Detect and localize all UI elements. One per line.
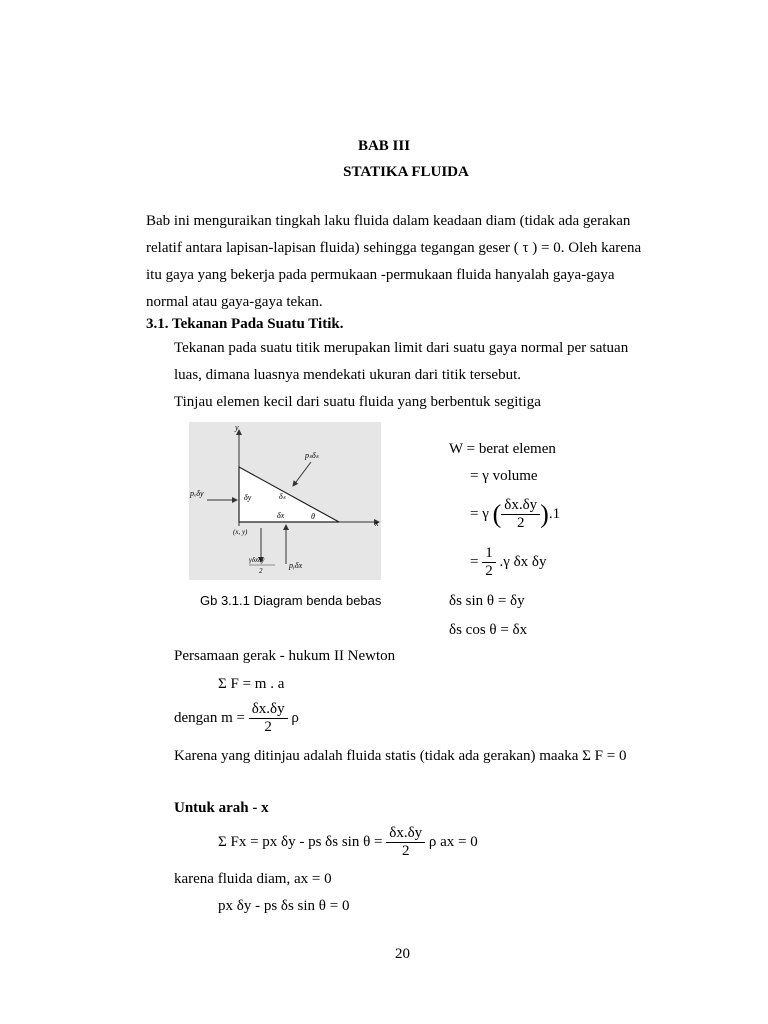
label-dy: δy bbox=[244, 493, 252, 502]
label-ps: pₛδₛ bbox=[305, 451, 319, 460]
label-ds: δₛ bbox=[279, 492, 286, 501]
cos-relation: δs cos θ = δx bbox=[449, 622, 528, 638]
weight-gamma-volume: = γ volume bbox=[470, 468, 538, 484]
ps-arrow bbox=[293, 462, 311, 486]
section-heading: 3.1. Tekanan Pada Suatu Titik. bbox=[146, 316, 344, 332]
page-number: 20 bbox=[395, 946, 410, 962]
chapter-title: STATIKA FLUIDA bbox=[343, 164, 469, 180]
label-y-axis: y bbox=[235, 423, 239, 432]
weight-definition: W = berat elemen bbox=[449, 441, 556, 457]
intro-paragraph bbox=[146, 208, 658, 316]
label-weight-den: 2 bbox=[259, 567, 263, 575]
intro-line-3: itu gaya yang bekerja pada permukaan -permukaan fluida hanyalah gaya-gaya bbox=[146, 267, 615, 283]
mass-fraction: $\frac{\delta x.\delta y}{2}$ bbox=[249, 701, 288, 736]
newton-sum: Σ F = m . a bbox=[218, 676, 285, 692]
mass-equation: dengan m = $\frac{\delta x.\delta y}{2}$ ρ bbox=[174, 701, 299, 735]
intro-line-1: Bab ini menguraikan tingkah laku fluida dalam keadaan diam (tidak ada gerakan bbox=[146, 213, 631, 229]
label-weight-num: γδxδy bbox=[249, 556, 265, 564]
label-px: pₓδy bbox=[190, 489, 204, 498]
x-force-equation: Σ Fx = px δy - ps δs sin θ = $\frac{\delta x.\delta y}{2}$ ρ ax = 0 bbox=[218, 825, 478, 859]
weight-gamma-fraction: = γ ( $\frac{\delta x.\delta y}{2}$ ).1 bbox=[470, 497, 561, 531]
fluid-static-note: karena fluida diam, ax = 0 bbox=[174, 871, 332, 887]
section-line-3: Tinjau elemen kecil dari suatu fluida yang berbentuk segitiga bbox=[174, 394, 541, 410]
section-line-1: Tekanan pada suatu titik merupakan limit dari suatu gaya normal per satuan bbox=[174, 340, 629, 356]
diagram-svg bbox=[189, 422, 381, 580]
weight-eq-gamma: = γ bbox=[470, 505, 489, 522]
label-theta: θ bbox=[311, 512, 315, 521]
fluid-element-triangle bbox=[239, 467, 339, 522]
free-body-diagram bbox=[189, 422, 381, 580]
newton-intro: Persamaan gerak - hukum II Newton bbox=[174, 648, 396, 664]
x-force-fraction: $\frac{\delta x.\delta y}{2}$ bbox=[386, 825, 425, 860]
figure-caption: Gb 3.1.1 Diagram benda bebas bbox=[200, 593, 382, 608]
chapter-number: BAB III bbox=[357, 138, 411, 154]
sin-relation: δs sin θ = δy bbox=[449, 593, 525, 609]
section-line-2: luas, dimana luasnya mendekati ukuran dari titik tersebut. bbox=[174, 367, 521, 383]
x-final-equation: px δy - ps δs sin θ = 0 bbox=[218, 898, 350, 914]
label-py: pᵧδx bbox=[289, 561, 303, 570]
intro-line-2: relatif antara lapisan-lapisan fluida) sehingga tegangan geser ( τ ) = 0. Oleh karena bbox=[146, 240, 642, 256]
section-paragraph bbox=[174, 335, 658, 416]
static-statement: Karena yang ditinjau adalah fluida statis (tidak ada gerakan) maaka Σ F = 0 bbox=[174, 748, 627, 764]
label-x-axis: x bbox=[375, 519, 379, 528]
label-dx: δx bbox=[277, 511, 285, 520]
x-direction-heading: Untuk arah - x bbox=[174, 800, 269, 816]
weight-fraction: $\frac{\delta x.\delta y}{2}$ bbox=[501, 497, 540, 532]
label-xy: (x, y) bbox=[233, 528, 248, 536]
weight-half-expression: = $\frac{1}{2}$ .γ δx δy bbox=[470, 545, 547, 579]
half-fraction: $\frac{1}{2}$ bbox=[482, 545, 496, 580]
intro-line-4: normal atau gaya-gaya tekan. bbox=[146, 294, 323, 310]
